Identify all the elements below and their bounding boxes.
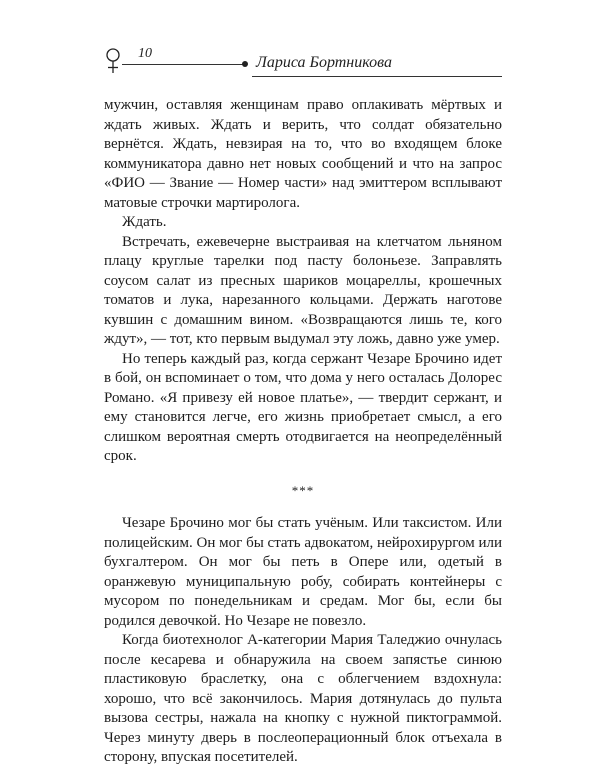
- paragraph: мужчин, оставляя женщинам право оплакивать мёртвых и ждать живых. Ждать и верить, что солдат обязательно вернётся. Ждать, невзирая на то, что во входящем блоке коммуникатора давно нет новых сообщений и что на запрос «ФИО — Звание — Номер части» над эмиттером всплывают матовые строчки мартиролога.: [104, 97, 502, 211]
- paragraph: Чезаре Брочино мог бы стать учёным. Или таксистом. Или полицейским. Он мог бы стать адвокатом, нейрохирургом или бухгалтером. Он мог бы петь в Опере или, одетый в оранжевую муниципальную робу, собирать контейнеры с мусором по понедельникам и средам. Мог бы, если бы родился девочкой. Но Чезаре не повезло.: [104, 515, 502, 629]
- paragraph: Ждать.: [122, 214, 167, 230]
- author-name: Лариса Бортникова: [256, 54, 392, 71]
- venus-symbol-icon: [104, 46, 122, 76]
- paragraph: Но теперь каждый раз, когда сержант Чезаре Брочино идет в бой, он вспоминает о том, что дома у него осталась Долорес Романо. «Я привезу ей новое платье», — твердит сержант, и ему становится легче, его жизнь приобретает смысл, а его слишком вероятная смерть отодвигается на неопределённый срок.: [104, 350, 502, 464]
- page-body-text: [104, 96, 502, 768]
- running-header: [104, 46, 504, 76]
- header-dot: [242, 61, 248, 67]
- paragraph: Когда биотехнолог А-категории Мария Таледжио очнулась после кесарева и обнаружила на своем запястье синюю пластиковую браслетку, она с облегчением вздохнула: хорошо, что всё закончилось. Мария дотянулась до пульта вызова сестры, нажала на кнопку с нужной пиктограммой. Через минуту дверь в послеоперационный блок отъехала в сторону, впуская посетителей.: [104, 632, 502, 765]
- section-separator: ***: [291, 482, 315, 498]
- header-rule-right: [252, 76, 502, 77]
- paragraph: Встречать, ежевечерне выстраивая на клетчатом льняном плацу круглые тарелки под пасту болоньезе. Заправлять соусом салат из пресных шариков моцареллы, крошечных томатов и лука, нарезанного кольцами. Держать наготове кувшин с домашним вином. «Возвращаются лишь те, кого ждут», — тот, кто первым выдумал эту ложь, давно уже умер.: [104, 233, 502, 347]
- header-rule-left: [122, 64, 244, 65]
- page-number: 10: [138, 46, 152, 61]
